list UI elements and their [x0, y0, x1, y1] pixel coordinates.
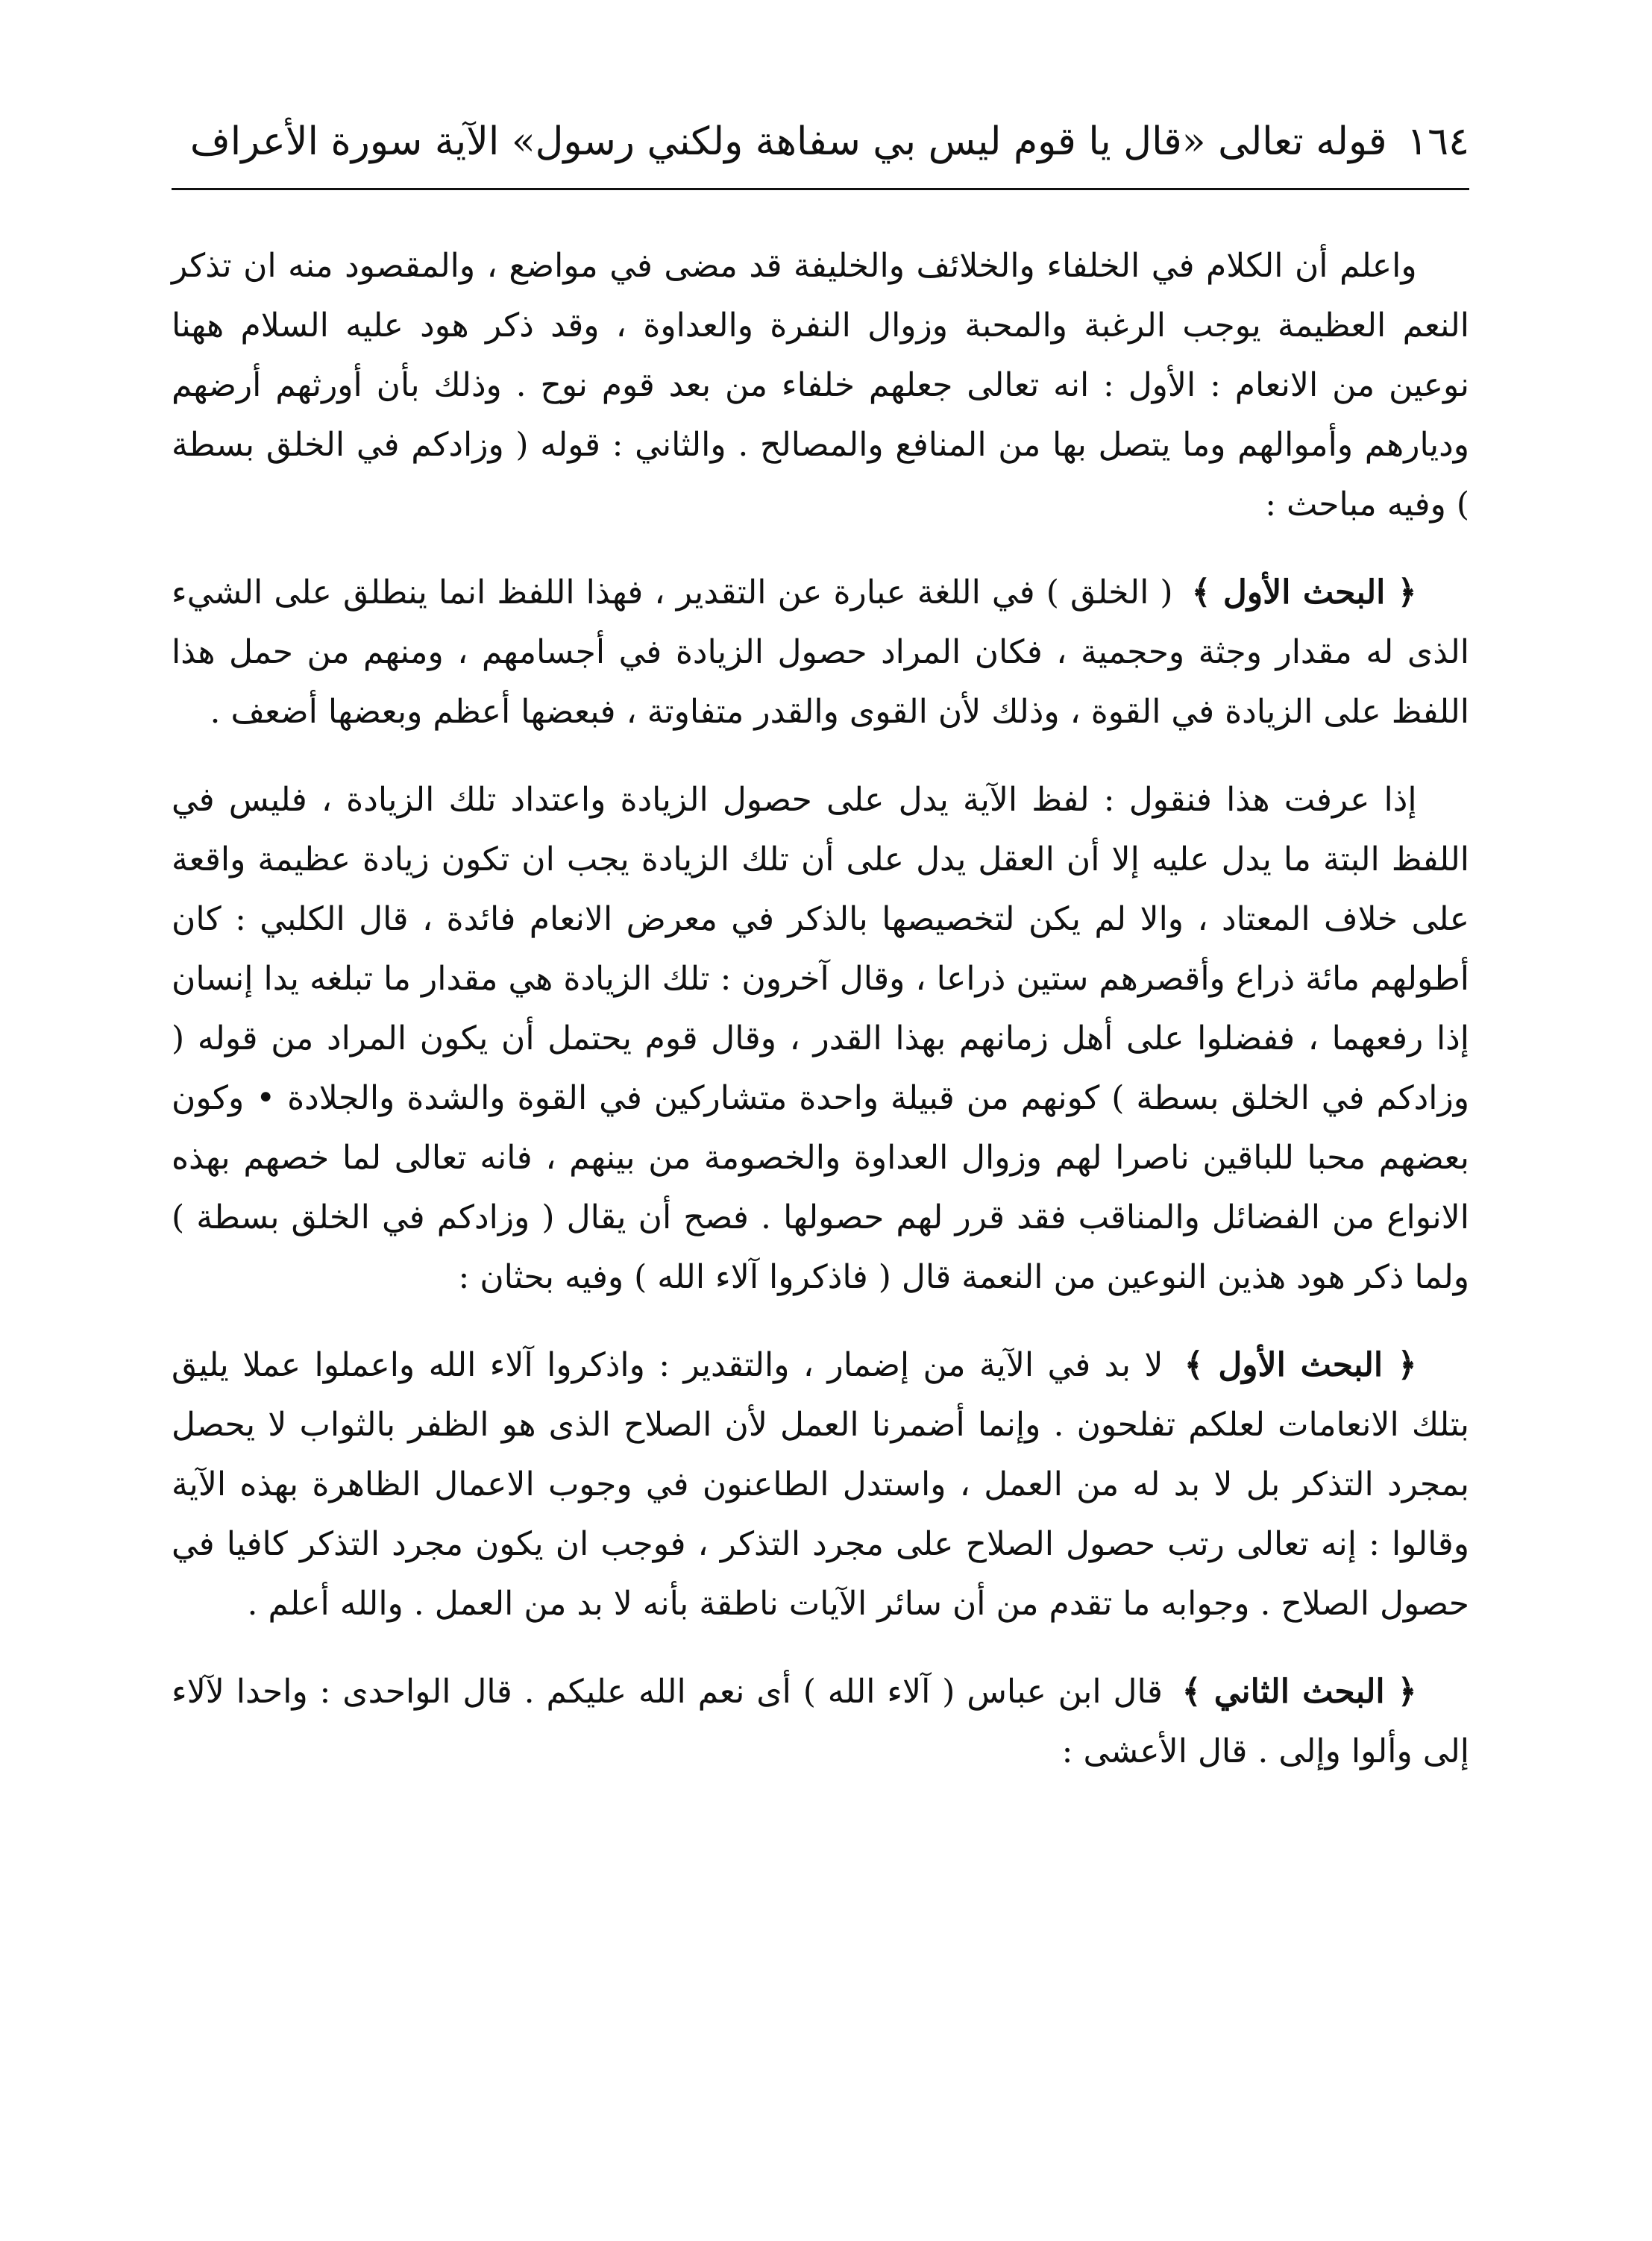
- paragraph-first-discussion: [172, 563, 1469, 742]
- paragraph-text: إذا عرفت هذا فنقول : لفظ الآية يدل على حصول الزيادة واعتداد تلك الزيادة ، فليس في اللفظ البتة ما يدل عليه إلا أن العقل يدل على أن تلك الزيادة يجب ان تكون زيادة عظيمة واقعة على خلاف المعتاد ، والا لم يكن لتخصيصها بالذكر في معرض الانعام فائدة ، قال الكلبي : كان أطولهم مائة ذراع وأقصرهم ستين ذراعا ، وقال آخرون : تلك الزيادة هي مقدار ما تبلغه يدا إنسان إذا رفعهما ، ففضلوا على أهل زمانهم بهذا القدر ، وقال قوم يحتمل أن يكون المراد من قوله ( وزادكم في الخلق بسطة ) كونهم من قبيلة واحدة متشاركين في القوة والشدة والجلادة • وكون بعضهم محبا للباقين ناصرا لهم وزوال العداوة والخصومة من بينهم ، فانه تعالى لما خصهم بهذه الانواع من الفضائل والمناقب فقد قرر لهم حصولها . فصح أن يقال ( وزادكم في الخلق بسطة ) ولما ذكر هود هذين النوعين من النعمة قال ( فاذكروا آلاء الله ) وفيه بحثان :: [172, 781, 1469, 1296]
- running-header: [172, 112, 1469, 172]
- paragraph-text: واعلم أن الكلام في الخلفاء والخلائف والخليفة قد مضى في مواضع ، والمقصود منه ان تذكر النعم العظيمة يوجب الرغبة والمحبة وزوال النفرة والعداوة ، وقد ذكر هود عليه السلام ههنا نوعين من الانعام : الأول : انه تعالى جعلهم خلفاء من بعد قوم نوح . وذلك بأن أورثهم أرضهم وديارهم وأموالهم وما يتصل بها من المنافع والمصالح . والثاني : قوله ( وزادكم في الخلق بسطة ) وفيه مباحث :: [172, 247, 1469, 524]
- paragraph-intro: [172, 236, 1469, 535]
- paragraph-second-discussion: [172, 1662, 1469, 1782]
- paragraph-second-first-discussion: [172, 1336, 1469, 1634]
- page-number: ١٦٤: [1407, 119, 1469, 164]
- paragraph-text: قال ابن عباس ( آلاء الله ) أى نعم الله عليكم . قال الواحدى : واحدا لآلاء إلى وألوا وإلى . قال الأعشى :: [172, 1673, 1469, 1770]
- section-heading: ﴿ البحث الأول ﴾: [1184, 1346, 1417, 1384]
- section-heading: ﴿ البحث الأول ﴾: [1191, 573, 1417, 612]
- section-heading: ﴿ البحث الثاني ﴾: [1181, 1673, 1417, 1711]
- paragraph-explanation: [172, 770, 1469, 1307]
- paragraph-text: لا بد في الآية من إضمار ، والتقدير : واذكروا آلاء الله واعملوا عملا يليق بتلك الانعامات لعلكم تفلحون . وإنما أضمرنا العمل لأن الصلاح الذى هو الظفر بالثواب لا يحصل بمجرد التذكر بل لا بد له من العمل ، واستدل الطاعنون في وجوب الاعمال الظاهرة بهذه الآية وقالوا : إنه تعالى رتب حصول الصلاح على مجرد التذكر ، فوجب ان يكون مجرد التذكر كافيا في حصول الصلاح . وجوابه ما تقدم من أن سائر الآيات ناطقة بأنه لا بد من العمل . والله أعلم .: [172, 1346, 1469, 1623]
- header-divider: [172, 188, 1469, 190]
- running-title: قوله تعالى «قال يا قوم ليس بي سفاهة ولكني رسول» الآية سورة الأعراف: [189, 119, 1387, 164]
- paragraph-text: ( الخلق ) في اللغة عبارة عن التقدير ، فهذا اللفظ انما ينطلق على الشيء الذى له مقدار وجثة وحجمية ، فكان المراد حصول الزيادة في أجسامهم ، ومنهم من حمل هذا اللفظ على الزيادة في القوة ، وذلك لأن القوى والقدر متفاوتة ، فبعضها أعظم وبعضها أضعف .: [172, 573, 1469, 731]
